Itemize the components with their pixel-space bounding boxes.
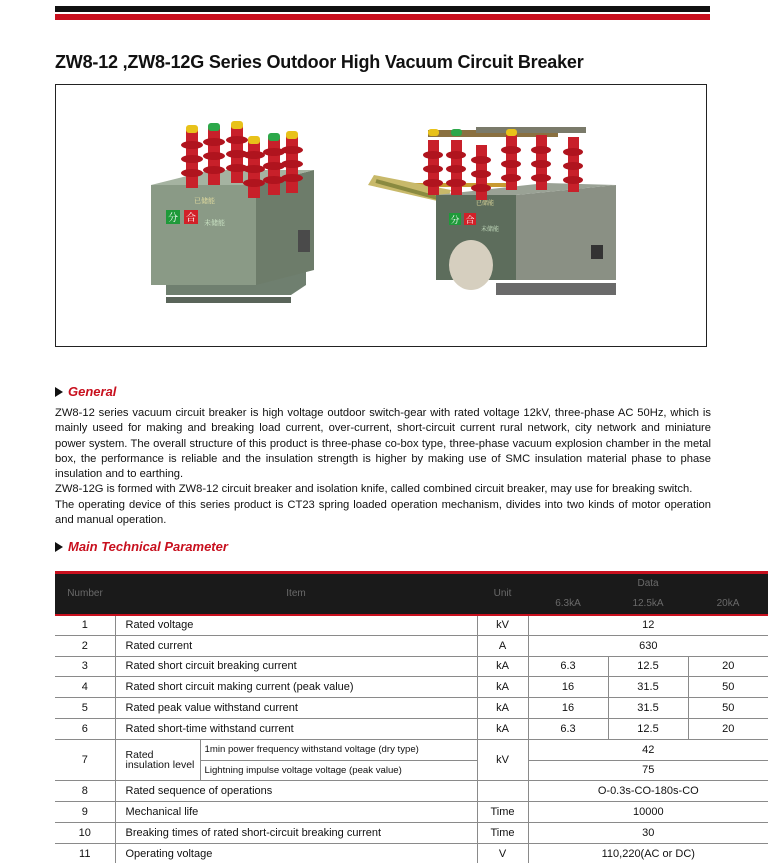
product-photo: [56, 85, 707, 347]
row-value: 12: [528, 615, 768, 636]
row-value: 16: [528, 677, 608, 698]
right-open-label: 分: [450, 216, 460, 226]
row-unit: A: [477, 635, 528, 656]
row-unit: kV: [477, 739, 528, 781]
row-value: 12.5: [608, 718, 688, 739]
row-number: 1: [55, 615, 115, 636]
left-open-label: 分: [168, 213, 178, 224]
table-row: [55, 718, 768, 739]
general-paragraph: ZW8-12 series vacuum circuit breaker is high voltage outdoor switch-gear with rated voltage 12kV, three-phase AC 50Hz, which is mainly useed for making and breaking load current, over-current, short-circuit current rural network, city network and miniature power system. The overall structure of this product is three-phase co-box type, three-phase vacuum explosion chamber in the metal box, the performance is reliable and the insulation strength is higher by making use of SMC insulation material phase to phase insulation and to earthing.: [55, 407, 711, 481]
right-charged-label: 已储能: [476, 200, 495, 207]
table-row: [55, 802, 768, 823]
left-close-label: 合: [186, 213, 196, 224]
row-number: 11: [55, 843, 115, 863]
row-value: 16: [528, 698, 608, 719]
header-item: Item: [115, 573, 477, 615]
table-row: [55, 739, 768, 760]
row-value: 20: [688, 718, 768, 739]
table-row: [55, 656, 768, 677]
row-item: Rated voltage: [115, 615, 477, 636]
row-number: 8: [55, 781, 115, 802]
header-data-sub: 12.5kA: [608, 594, 688, 615]
row-unit: [477, 781, 528, 802]
general-paragraph: The operating device of this series product is CT23 spring loaded operation mechanism, divides into two kinds of motor operation and manual operation.: [55, 498, 711, 527]
product-photo-frame: [55, 84, 707, 347]
row-item: Rated sequence of operations: [115, 781, 477, 802]
row-item: Breaking times of rated short-circuit breaking current: [115, 822, 477, 843]
table-row: [55, 822, 768, 843]
header-bar-red: [55, 14, 710, 20]
table-row: [55, 698, 768, 719]
row-unit: kA: [477, 698, 528, 719]
general-paragraph: ZW8-12G is formed with ZW8-12 circuit breaker and isolation knife, called combined circuit breaker, may use for breaking switch.: [55, 483, 693, 496]
header-unit: Unit: [477, 573, 528, 615]
right-uncharged-label: 未储能: [481, 226, 500, 233]
triangle-bullet-icon: [55, 387, 63, 397]
row-item: Mechanical life: [115, 802, 477, 823]
row-number: 6: [55, 718, 115, 739]
row-unit: kA: [477, 718, 528, 739]
row-number: 9: [55, 802, 115, 823]
table-row: [55, 635, 768, 656]
general-description: [55, 406, 711, 528]
right-breaker-image: [368, 127, 616, 295]
parameter-heading-text: Main Technical Parameter: [68, 539, 228, 554]
table-row: [55, 781, 768, 802]
row-item: Rated peak value withstand current: [115, 698, 477, 719]
row-value: 30: [528, 822, 768, 843]
row-value: 31.5: [608, 698, 688, 719]
right-close-label: 合: [465, 216, 475, 226]
parameter-heading: [55, 539, 228, 554]
row-item: Rated short circuit making current (peak value): [115, 677, 477, 698]
left-charged-label: 已储能: [194, 197, 215, 205]
general-heading-text: General: [68, 384, 117, 399]
page-title: ZW8-12 ,ZW8-12G Series Outdoor High Vacuum Circuit Breaker: [55, 52, 584, 72]
parameter-table: [55, 571, 768, 863]
row-value: 31.5: [608, 677, 688, 698]
row-value: 10000: [528, 802, 768, 823]
row-value: 42: [528, 739, 768, 760]
row-unit: kV: [477, 615, 528, 636]
row-value: 630: [528, 635, 768, 656]
table-header: [55, 573, 768, 615]
table-row: [55, 615, 768, 636]
row-unit: Time: [477, 802, 528, 823]
header-data: Data: [528, 573, 768, 594]
row-value: 20: [688, 656, 768, 677]
row-unit: kA: [477, 677, 528, 698]
row-value: 6.3: [528, 718, 608, 739]
row-number: 3: [55, 656, 115, 677]
row-item: Rated short circuit breaking current: [115, 656, 477, 677]
row-value: 75: [528, 760, 768, 781]
header-bar-black: [55, 6, 710, 12]
left-breaker-image: [151, 121, 314, 303]
row-number: 10: [55, 822, 115, 843]
left-uncharged-label: 未储能: [204, 219, 225, 227]
row-number: 5: [55, 698, 115, 719]
row-unit: V: [477, 843, 528, 863]
header-data-sub: 6.3kA: [528, 594, 608, 615]
header-data-sub: 20kA: [688, 594, 768, 615]
row-item: Operating voltage: [115, 843, 477, 863]
row-item: Rated insulation level: [115, 739, 200, 781]
row-value: 50: [688, 677, 768, 698]
row-number: 4: [55, 677, 115, 698]
row-value: 12.5: [608, 656, 688, 677]
row-unit: Time: [477, 822, 528, 843]
row-item: Rated short-time withstand current: [115, 718, 477, 739]
row-value: 110,220(AC or DC): [528, 843, 768, 863]
triangle-bullet-icon: [55, 542, 63, 552]
table-row: [55, 843, 768, 863]
header-number: Number: [55, 573, 115, 615]
row-value: 50: [688, 698, 768, 719]
table-row: [55, 677, 768, 698]
row-value: O-0.3s-CO-180s-CO: [528, 781, 768, 802]
row-number: 7: [55, 739, 115, 781]
row-sub-item: Lightning impulse voltage voltage (peak value): [200, 760, 477, 781]
row-item: Rated current: [115, 635, 477, 656]
row-sub-item: 1min power frequency withstand voltage (dry type): [200, 739, 477, 760]
general-heading: [55, 384, 116, 399]
row-number: 2: [55, 635, 115, 656]
row-value: 6.3: [528, 656, 608, 677]
row-unit: kA: [477, 656, 528, 677]
